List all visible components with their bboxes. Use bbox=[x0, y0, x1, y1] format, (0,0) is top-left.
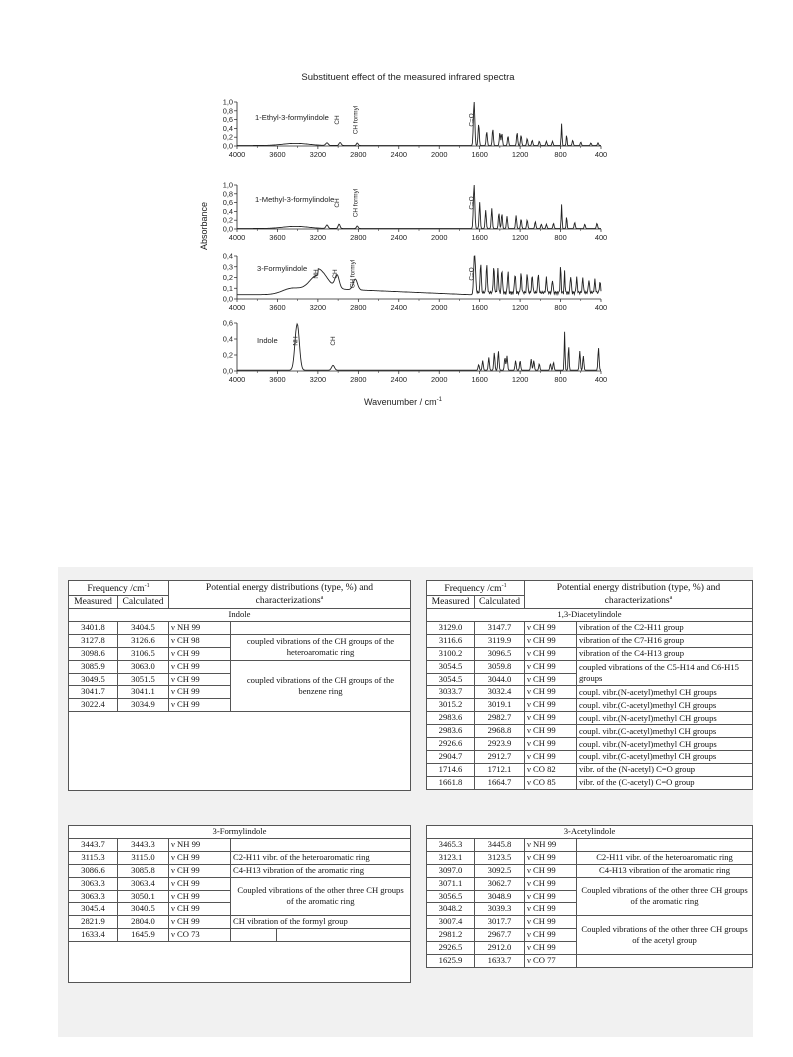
table-row: 1625.9 1633.7 ν CO 77 bbox=[427, 955, 753, 968]
table-row: 3049.5 3051.5 ν CH 99 bbox=[69, 673, 411, 686]
spectrum-line bbox=[237, 256, 601, 295]
x-tick-label: 2800 bbox=[350, 150, 367, 159]
x-tick-label: 4000 bbox=[228, 150, 246, 159]
y-tick-label: 0,0 bbox=[222, 294, 233, 304]
y-tick-label: 0,1 bbox=[222, 283, 233, 293]
spectrum-line bbox=[237, 185, 601, 229]
table-row: 3086.6 3085.8 ν CH 99 C4-H13 vibration of the aromatic ring bbox=[69, 864, 411, 877]
ped-header: Potential energy distributions (type, %) and characterizations$^a$ bbox=[169, 581, 411, 609]
table-row: 3097.0 3092.5 ν CH 99 C4-H13 vibration of the aromatic ring bbox=[427, 864, 753, 877]
section-title: 3-Formylindole bbox=[69, 826, 411, 839]
peak-label: CH formyl bbox=[352, 105, 360, 135]
calculated-header: Calculated bbox=[475, 596, 525, 609]
table-row: 3443.7 3443.3 ν NH 99 bbox=[69, 838, 411, 851]
peak-label: CH bbox=[334, 198, 342, 208]
spectrum-panel bbox=[223, 181, 607, 243]
x-tick-label: 2000 bbox=[430, 233, 448, 242]
x-tick-label: 2400 bbox=[390, 375, 408, 384]
peak-label: NH bbox=[312, 269, 320, 279]
compound-label: 3-Formylindole bbox=[257, 264, 308, 273]
y-tick-label: 1,0 bbox=[222, 97, 233, 107]
diacetylindole-table bbox=[426, 580, 753, 790]
indole-table bbox=[68, 580, 411, 791]
spectrum-panel bbox=[223, 319, 607, 385]
table-row: 3041.7 3041.1 ν CH 99 bbox=[69, 686, 411, 699]
x-tick-label: 800 bbox=[554, 375, 567, 384]
table-row: 2926.5 2912.0 ν CH 99 bbox=[427, 942, 753, 955]
x-tick-label: 4000 bbox=[228, 375, 246, 384]
table-row: 3033.7 3032.4 ν CH 99 coupl. vibr.(N-acetyl)methyl CH groups bbox=[427, 686, 753, 699]
x-axis-label: Wavenumber / $cm^{-1}$ bbox=[363, 397, 443, 407]
x-tick-label: 2400 bbox=[390, 303, 408, 312]
table-row: 3015.2 3019.1 ν CH 99 coupl. vibr.(C-acetyl)methyl CH groups bbox=[427, 699, 753, 712]
table-row: 3054.5 3044.0 ν CH 99 bbox=[427, 673, 753, 686]
y-tick-label: 0,6 bbox=[222, 318, 233, 328]
y-tick-label: 1,0 bbox=[222, 180, 233, 190]
compound-label: Indole bbox=[257, 336, 278, 345]
figure-title: Substituent effect of the measured infrared spectra bbox=[301, 72, 515, 83]
y-tick-label: 0,4 bbox=[222, 334, 233, 344]
x-tick-label: 1200 bbox=[511, 233, 529, 242]
y-tick-label: 0,2 bbox=[222, 132, 233, 142]
peak-label: CH bbox=[330, 336, 338, 346]
x-tick-label: 3200 bbox=[309, 150, 327, 159]
x-tick-label: 2800 bbox=[350, 303, 367, 312]
table-row: 2821.9 2804.0 ν CH 99 CH vibration of the formyl group bbox=[69, 916, 411, 929]
y-tick-label: 0,4 bbox=[222, 206, 233, 216]
x-tick-label: 4000 bbox=[228, 233, 246, 242]
spectrum-panel bbox=[223, 98, 607, 160]
compound-label: 1-Methyl-3-formylindole bbox=[255, 195, 335, 204]
x-tick-label: 2000 bbox=[430, 150, 448, 159]
y-axis-label: Absorbance bbox=[199, 201, 209, 251]
tables-area bbox=[58, 567, 753, 1037]
x-tick-label: 3600 bbox=[269, 233, 286, 242]
x-tick-label: 3200 bbox=[309, 233, 327, 242]
table-row: 3085.9 3063.0 ν CH 99 coupled vibrations of the CH groups of the benzene ring bbox=[69, 660, 411, 673]
spectrum-panel bbox=[223, 252, 607, 313]
x-tick-label: 800 bbox=[554, 150, 567, 159]
x-tick-label: 3600 bbox=[269, 375, 286, 384]
x-tick-label: 1200 bbox=[511, 150, 529, 159]
y-tick-label: 0,4 bbox=[222, 123, 233, 133]
table-row: 2983.6 2968.8 ν CH 99 coupl. vibr.(C-acetyl)methyl CH groups bbox=[427, 725, 753, 738]
table-row: 3056.5 3048.9 ν CH 99 bbox=[427, 890, 753, 903]
y-tick-label: 0,4 bbox=[222, 251, 233, 261]
table-row: 3123.1 3123.5 ν CH 99 C2-H11 vibr. of the heteroaromatic ring bbox=[427, 851, 753, 864]
y-tick-label: 0,2 bbox=[222, 273, 233, 282]
ir-spectra-figure bbox=[195, 68, 615, 413]
x-tick-label: 3600 bbox=[269, 303, 286, 312]
x-tick-label: 1600 bbox=[471, 150, 488, 159]
x-tick-label: 800 bbox=[554, 303, 567, 312]
table-row: 3048.2 3039.3 ν CH 99 bbox=[427, 903, 753, 916]
table-row: 3116.6 3119.9 ν CH 99 vibration of the C7-H16 group bbox=[427, 634, 753, 647]
x-tick-label: 1600 bbox=[471, 303, 488, 312]
table-row: 3054.5 3059.8 ν CH 99 coupled vibrations of the C5-H14 and C6-H15 groups bbox=[427, 660, 753, 673]
table-row: 2904.7 2912.7 ν CH 99 coupl. vibr.(C-acetyl)methyl CH groups bbox=[427, 750, 753, 763]
y-tick-label: 0,6 bbox=[222, 115, 233, 125]
x-tick-label: 2400 bbox=[390, 150, 408, 159]
formylindole-table bbox=[68, 825, 411, 983]
y-tick-label: 0,8 bbox=[222, 189, 233, 199]
y-tick-label: 0,0 bbox=[222, 366, 233, 376]
peak-label: C=O bbox=[468, 113, 476, 127]
table-row: 3127.8 3126.6 ν CH 98 coupled vibrations of the CH groups of the heteroaromatic ring bbox=[69, 634, 411, 647]
table-row: 1661.8 1664.7 ν CO 85 vibr. of the (C-acetyl) C=O group bbox=[427, 776, 753, 789]
table-row: 3045.4 3040.5 ν CH 99 bbox=[69, 903, 411, 916]
peak-label: CH formyl bbox=[349, 259, 357, 289]
y-tick-label: 0,2 bbox=[222, 350, 233, 360]
table-row: 2926.6 2923.9 ν CH 99 coupl. vibr.(N-acetyl)methyl CH groups bbox=[427, 738, 753, 751]
section-title: Indole bbox=[69, 609, 411, 622]
peak-label: C=O bbox=[468, 196, 476, 210]
x-tick-label: 400 bbox=[594, 233, 608, 242]
x-tick-label: 400 bbox=[594, 303, 608, 312]
x-tick-label: 2800 bbox=[350, 375, 367, 384]
y-tick-label: 0,8 bbox=[222, 106, 233, 116]
x-tick-label: 2800 bbox=[350, 233, 367, 242]
peak-label: NH bbox=[292, 336, 300, 346]
x-tick-label: 800 bbox=[554, 233, 567, 242]
x-tick-label: 1200 bbox=[511, 303, 529, 312]
x-tick-label: 1600 bbox=[471, 375, 488, 384]
x-tick-label: 3200 bbox=[309, 375, 327, 384]
calculated-header: Calculated bbox=[118, 596, 169, 609]
table-row: 3022.4 3034.9 ν CH 99 bbox=[69, 699, 411, 712]
x-tick-label: 3600 bbox=[269, 150, 286, 159]
peak-label: C=O bbox=[468, 267, 476, 281]
table-row: 3098.6 3106.5 ν CH 99 bbox=[69, 647, 411, 660]
y-tick-label: 0,2 bbox=[222, 215, 233, 225]
measured-header: Measured bbox=[69, 596, 118, 609]
table-row: 3129.0 3147.7 ν CH 99 vibration of the C2-H11 group bbox=[427, 621, 753, 634]
table-row: 2983.6 2982.7 ν CH 99 coupl. vibr.(N-acetyl)methyl CH groups bbox=[427, 712, 753, 725]
section-title: 3-Acetylindole bbox=[427, 826, 753, 839]
peak-label: CH bbox=[334, 115, 342, 125]
table-row: 3100.2 3096.5 ν CH 99 vibration of the C4-H13 group bbox=[427, 647, 753, 660]
x-tick-label: 2400 bbox=[390, 233, 408, 242]
table-row: 3007.4 3017.7 ν CH 99 Coupled vibrations of the other three CH groups of the acetyl group bbox=[427, 916, 753, 929]
spectrum-line bbox=[237, 102, 601, 146]
ped-header: Potential energy distribution (type, %) and characterizations$^a$ bbox=[525, 581, 753, 609]
y-tick-label: 0,0 bbox=[222, 224, 233, 234]
acetylindole-table bbox=[426, 825, 753, 968]
table-row: 3465.3 3445.8 ν NH 99 bbox=[427, 838, 753, 851]
table-row: 3063.3 3050.1 ν CH 99 bbox=[69, 890, 411, 903]
y-tick-label: 0,0 bbox=[222, 141, 233, 151]
peak-label: CH formyl bbox=[352, 188, 360, 218]
section-title: 1,3-Diacetylindole bbox=[427, 609, 753, 622]
x-tick-label: 3200 bbox=[309, 303, 327, 312]
y-tick-label: 0,6 bbox=[222, 198, 233, 208]
table-row: 3115.3 3115.0 ν CH 99 C2-H11 vibr. of the heteroaromatic ring bbox=[69, 851, 411, 864]
table-row: 3071.1 3062.7 ν CH 99 Coupled vibrations of the other three CH groups of the aromatic ring bbox=[427, 877, 753, 890]
x-tick-label: 2000 bbox=[430, 303, 448, 312]
x-tick-label: 1600 bbox=[471, 233, 488, 242]
compound-label: 1-Ethyl-3-formylindole bbox=[255, 113, 329, 122]
x-tick-label: 1200 bbox=[511, 375, 529, 384]
peak-label: CH bbox=[332, 269, 340, 279]
frequency-header: Frequency $/cm^{-1}$ bbox=[427, 581, 525, 596]
table-row: 3401.8 3404.5 ν NH 99 bbox=[69, 621, 411, 634]
x-tick-label: 400 bbox=[594, 375, 608, 384]
y-tick-label: 0,3 bbox=[222, 262, 233, 272]
table-row: 1714.6 1712.1 ν CO 82 vibr. of the (N-acetyl) C=O group bbox=[427, 763, 753, 776]
x-tick-label: 4000 bbox=[228, 303, 246, 312]
x-tick-label: 2000 bbox=[430, 375, 448, 384]
frequency-header: Frequency $/cm^{-1}$ bbox=[69, 581, 169, 596]
spectrum-line bbox=[237, 324, 601, 370]
ir-spectra-svg bbox=[195, 68, 615, 413]
table-row: 3063.3 3063.4 ν CH 99 Coupled vibrations of the other three CH groups of the aromatic ring bbox=[69, 877, 411, 890]
table-row: 1633.4 1645.9 ν CO 73 bbox=[69, 929, 411, 942]
measured-header: Measured bbox=[427, 596, 475, 609]
table-row: 2981.2 2967.7 ν CH 99 bbox=[427, 929, 753, 942]
x-tick-label: 400 bbox=[594, 150, 608, 159]
